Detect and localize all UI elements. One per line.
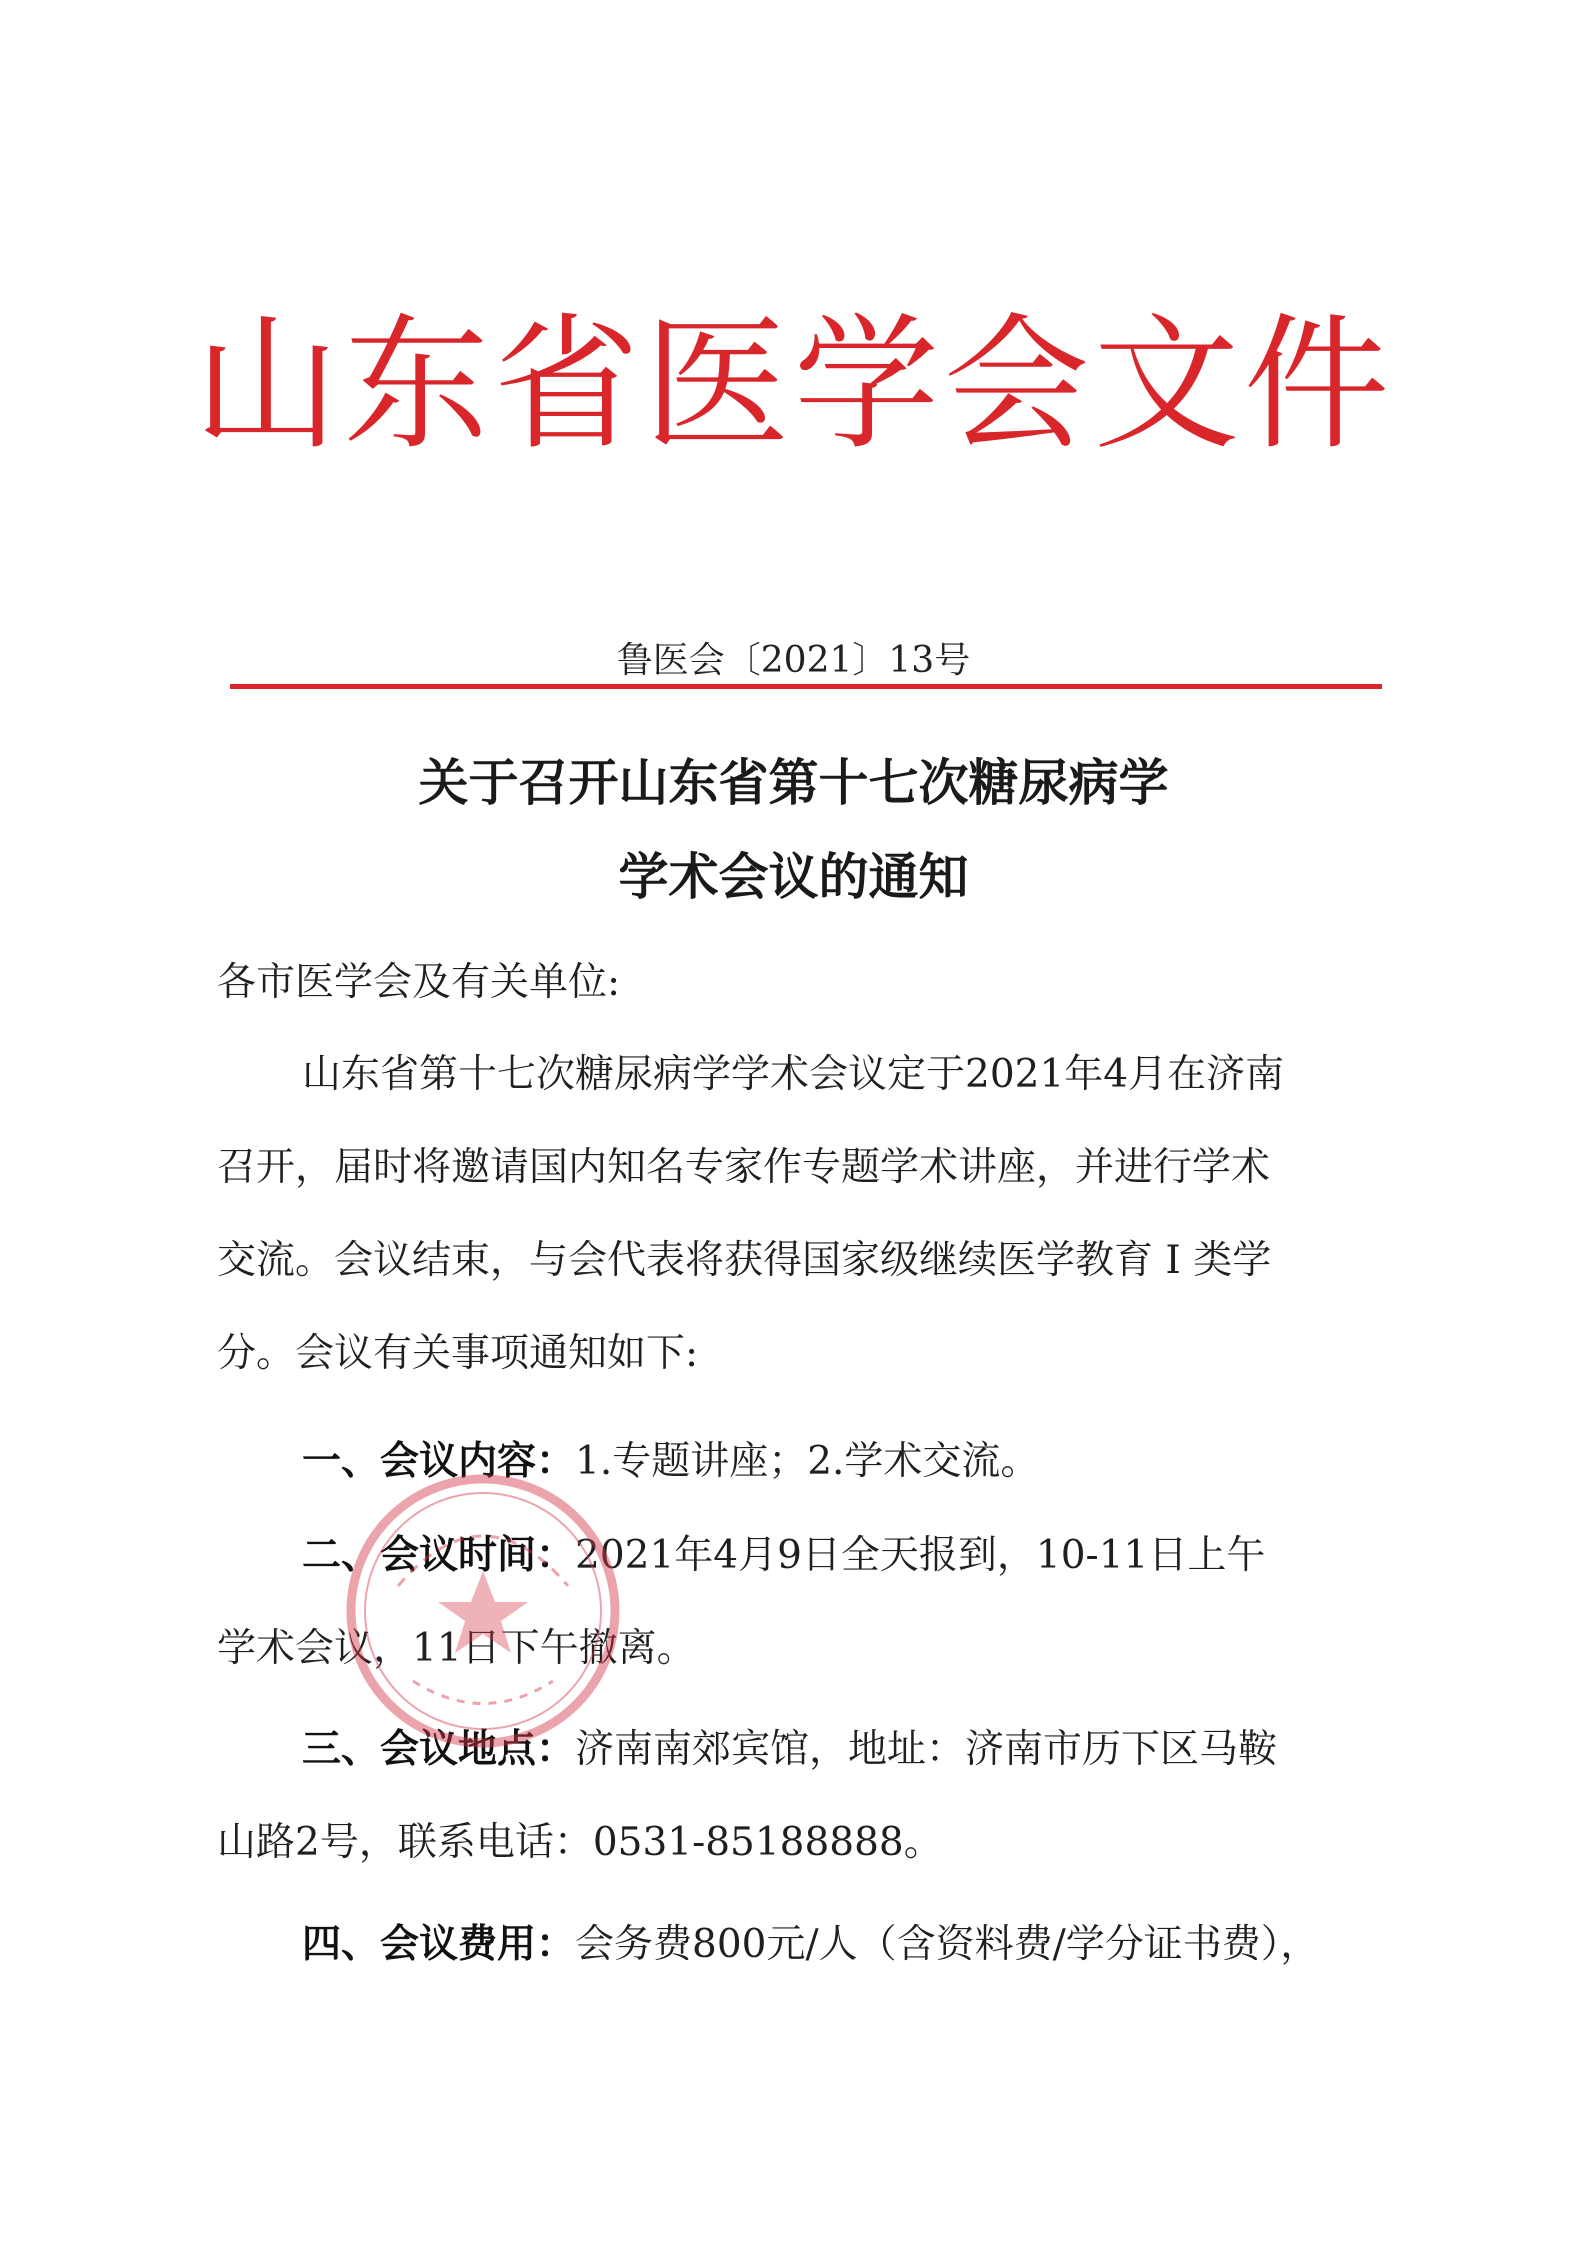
salutation: 各市医学会及有关单位: [217, 960, 621, 1005]
intro-line-3: 交流。会议结束，与会代表将获得国家级继续医学教育 I 类学 [217, 1238, 1272, 1283]
section-time-text: 2021年4月9日全天报到，10-11日上午 [575, 1533, 1266, 1578]
section-fee-text: 会务费800元/人（含资料费/学分证书费）， [575, 1922, 1320, 1967]
section-venue-continued: 山路2号，联系电话：0531-85188888。 [217, 1820, 943, 1865]
notice-title-line-1: 关于召开山东省第十七次糖尿病学 [418, 754, 1169, 812]
intro-line-1: 山东省第十七次糖尿病学学术会议定于2021年4月在济南 [302, 1052, 1285, 1097]
section-venue-heading: 三、会议地点： [302, 1727, 576, 1772]
section-fee [302, 1920, 1462, 1970]
section-content-text: 1.专题讲座；2.学术交流。 [575, 1439, 1040, 1484]
section-time-heading: 二、会议时间： [302, 1533, 576, 1578]
intro-line-4: 分。会议有关事项通知如下: [217, 1331, 699, 1376]
intro-line-2: 召开，届时将邀请国内知名专家作专题学术讲座，并进行学术 [217, 1145, 1271, 1190]
section-content-heading: 一、会议内容： [302, 1439, 576, 1484]
official-seal-stamp [338, 1466, 628, 1756]
section-time-continued: 学术会议，11日下午撤离。 [217, 1626, 696, 1671]
document-number: 鲁医会〔2021〕13号 [616, 640, 971, 681]
red-divider-line [230, 684, 1382, 689]
section-venue-text: 济南南郊宾馆，地址：济南市历下区马鞍 [575, 1727, 1278, 1772]
notice-title-line-2: 学术会议的通知 [618, 848, 969, 906]
masthead-title: 山东省医学会文件 [193, 300, 1394, 470]
section-fee-heading: 四、会议费用： [302, 1922, 576, 1967]
